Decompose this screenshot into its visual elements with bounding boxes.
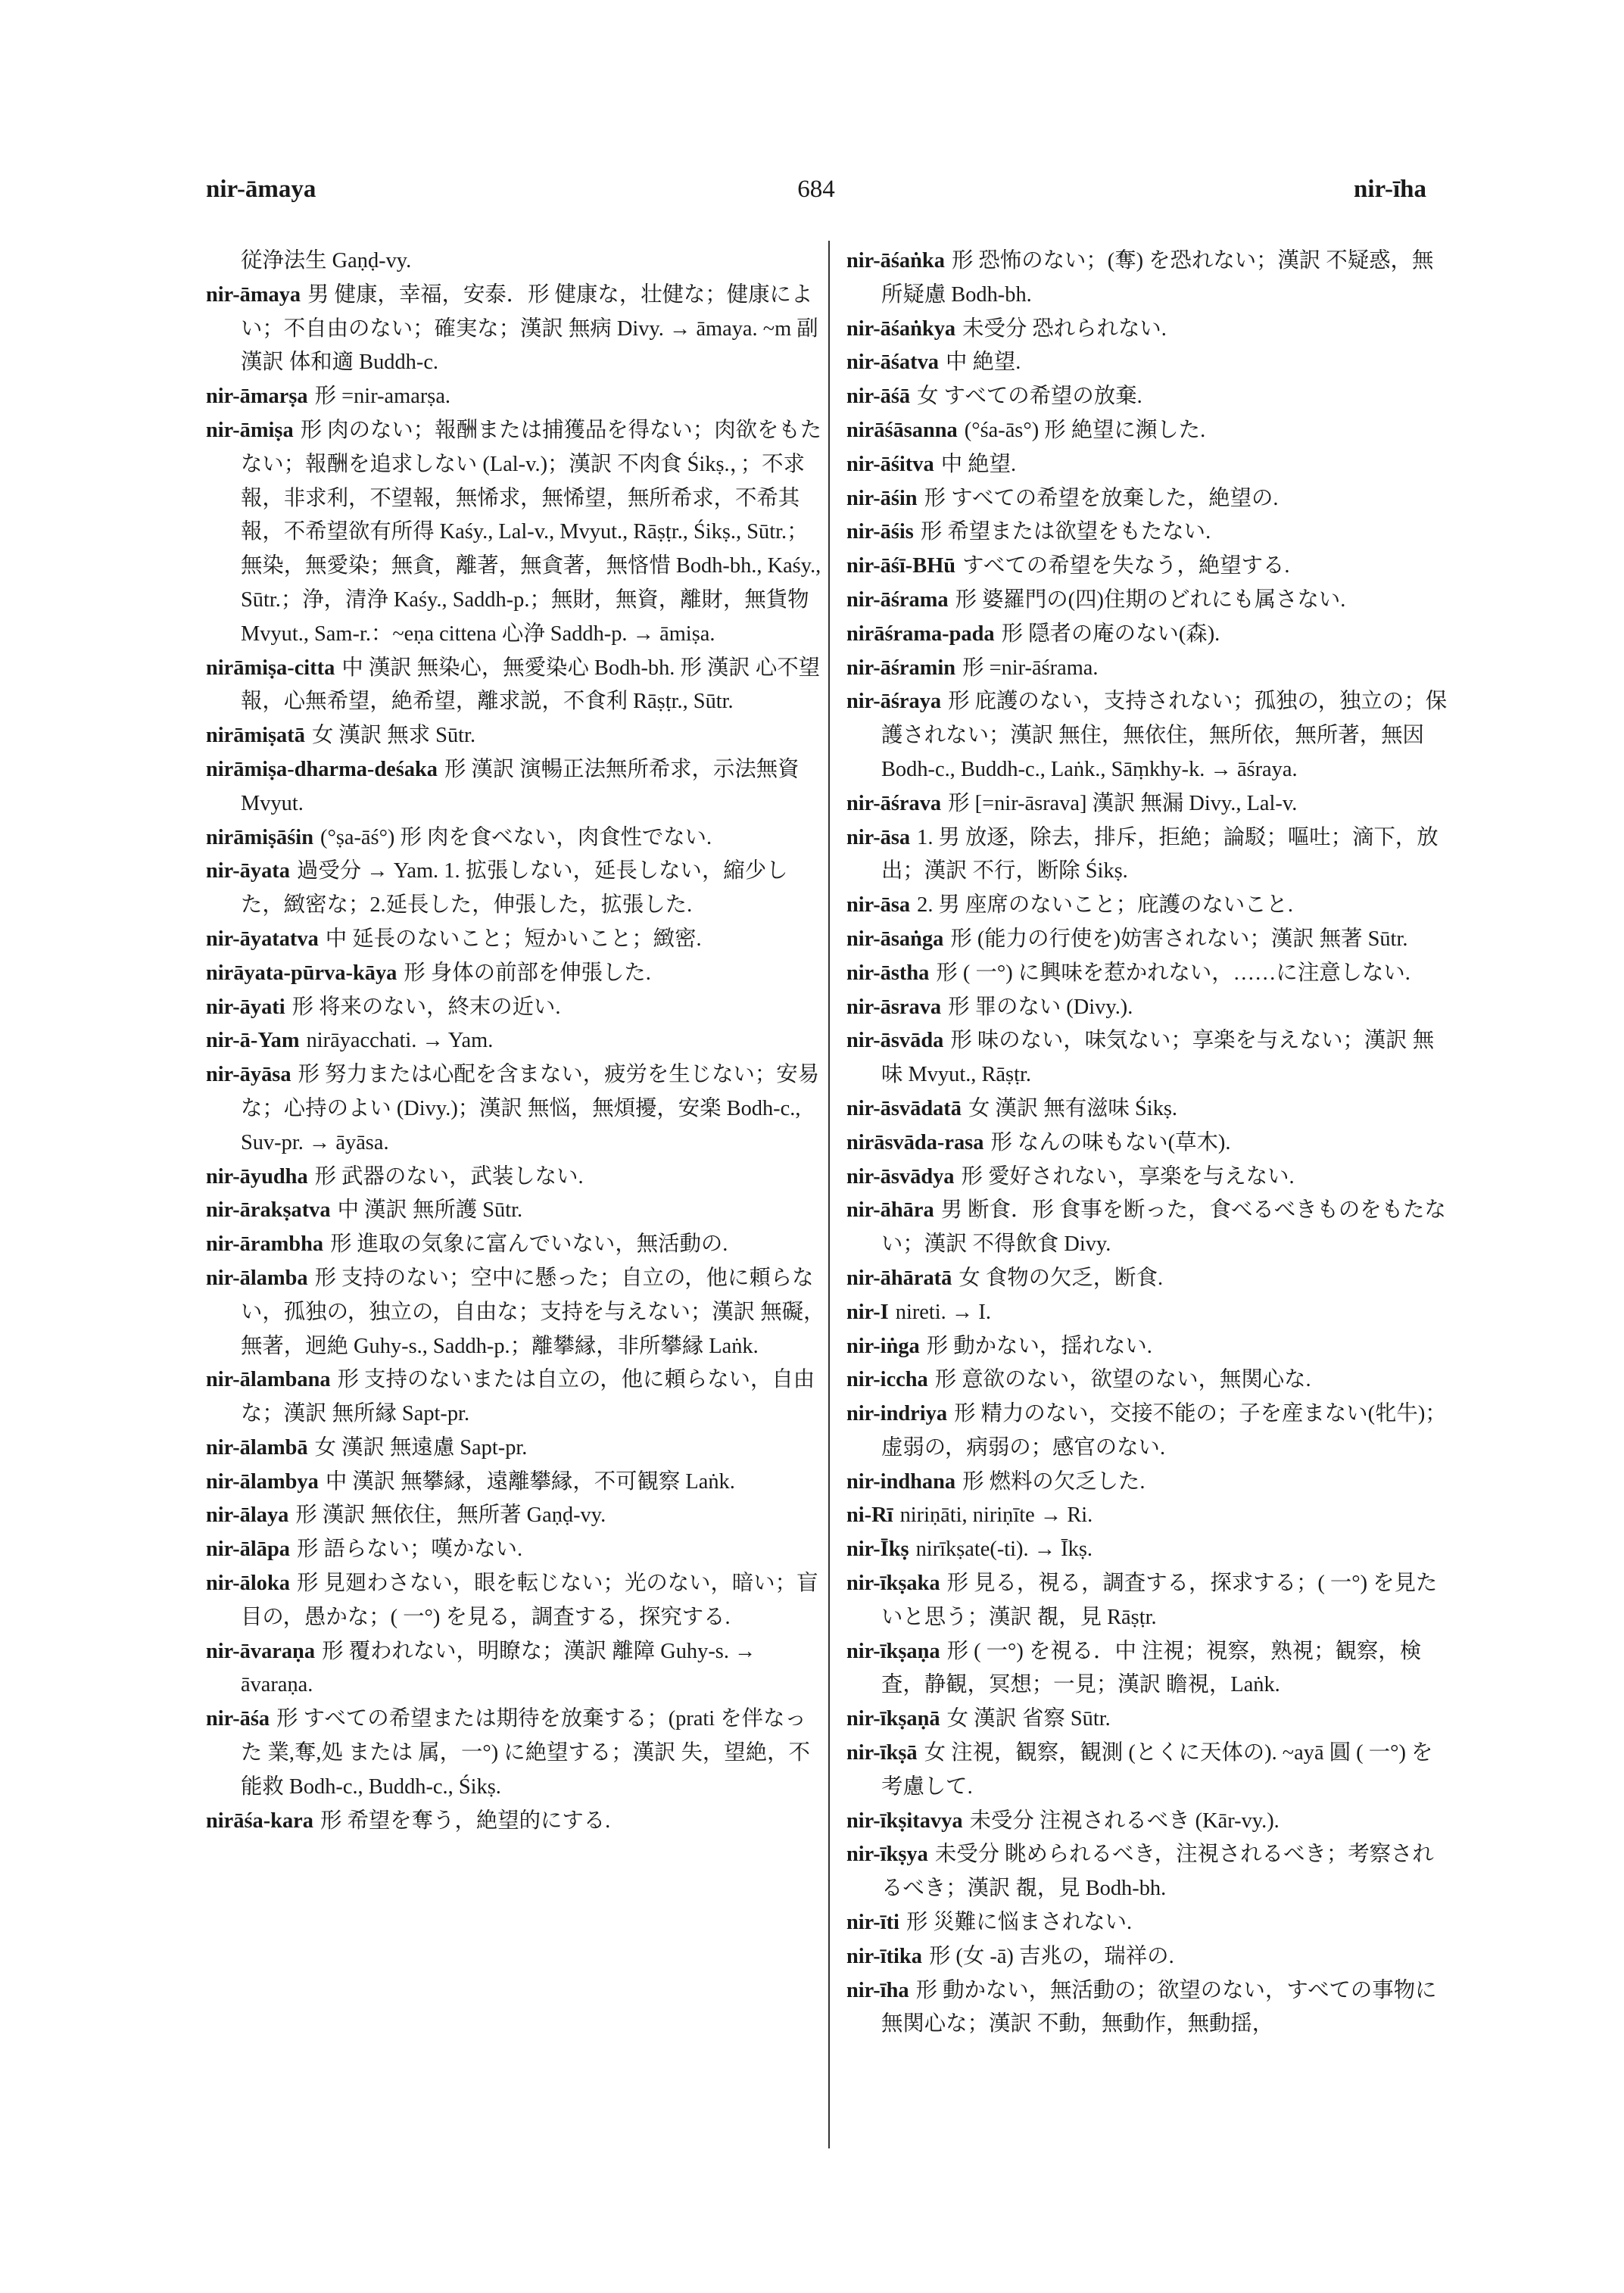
entry-headword: nir-āsvāda [846,1029,944,1053]
entry-definition: 女 すべての希望の放棄. [917,385,1142,409]
entry-definition: 過受分 → Yam. 1. 拡張しない，延長しない，縮少した，緻密な；2.延長した，伸張した，拡張した. [241,859,788,918]
dictionary-entry [846,1092,1452,1126]
entry-headword: nir-āstha [846,961,930,985]
dictionary-entry [846,1939,1452,1974]
entry-definition: 形 [=nir-āsrava] 漢訳 無漏 Divy., Lal-v. [948,791,1298,815]
entry-headword: nir-āhāratā [846,1266,952,1290]
entry-headword: nir-āśaṅka [846,249,945,273]
dictionary-entry [206,1498,827,1532]
entry-headword: nir-īkṣya [846,1843,928,1867]
entry-headword: nir-I [846,1300,889,1324]
entry-definition: 形 罪のない (Divy.). [948,995,1133,1019]
entry-headword: nir-āśatva [846,350,939,375]
entry-headword: nir-ālambana [206,1368,331,1392]
dictionary-entry [846,312,1452,346]
entry-headword: nir-āśin [846,486,918,510]
dictionary-entry [846,1023,1452,1092]
entry-headword: nir-āśitva [846,452,934,476]
dictionary-entry [206,1227,827,1261]
entry-headword: nir-īkṣā [846,1741,918,1765]
entry-definition: 形 味のない，味気ない；享楽を与えない；漢訳 無味 Mvyut., Rāṣṭr. [881,1029,1435,1087]
entry-headword: nir-āsrava [846,995,942,1019]
entry-definition: 形 身体の前部を伸張した. [404,961,651,985]
entry-definition: 女 漢訳 省察 Sūtr. [946,1707,1111,1731]
dictionary-entry [206,413,827,651]
entry-definition: nirīkṣate(-ti). → Īkṣ. [915,1537,1093,1562]
entry-headword: nir-ālamba [206,1266,308,1290]
entry-headword: nir-indhana [846,1469,956,1494]
entry-definition: 形 (女 -ā) 吉兆の，瑞祥の. [928,1944,1174,1968]
entry-headword: ni-Rī [846,1503,893,1528]
dictionary-entry [846,1837,1452,1905]
dictionary-entry [206,1160,827,1194]
entry-definition: 形 なんの味もない(草木). [990,1130,1231,1154]
entry-headword: nirāmiṣatā [206,724,305,748]
dictionary-entry [846,888,1452,922]
entry-definition: 形 漢訳 演暢正法無所希求，示法無資 Mvyut. [241,757,800,815]
entry-headword: nir-āsa [846,825,911,849]
entry-headword: nir-ā-Yam [206,1029,300,1053]
dictionary-entry [206,718,827,752]
entry-definition: 男 健康，幸福，安泰．形 健康な，壮健な；健康によい；不自由のない；確実な；漢訳 無病 Divy. → āmaya. ~m 副 漢訳 体和適 Buddh-c. [241,282,818,375]
dictionary-entry [846,821,1452,889]
dictionary-entry [846,345,1452,379]
entry-definition: 形 愛好されない，享楽を与えない. [961,1164,1295,1189]
entry-headword: nir-āsa [846,893,911,918]
entry-headword: nir-āyāsa [206,1063,291,1087]
entry-headword: nir-āśis [846,520,914,544]
dictionary-entry [206,752,827,821]
dictionary-entry [846,1295,1452,1329]
entry-headword: nir-āvaraṇa [206,1639,316,1663]
entry-headword: nir-āmaya [206,282,301,307]
entry-headword: nir-Īkṣ [846,1537,909,1562]
dictionary-entry [846,1634,1452,1703]
entry-definition: (°ṣa-āś°) 形 肉を食べない，肉食性でない. [320,825,712,849]
entry-definition: 形 支持のないまたは自立の，他に頼らない，自由な；漢訳 無所縁 Sapt-pr. [241,1368,815,1426]
entry-headword: nir-āmarṣa [206,385,308,409]
entry-definition: 形 災難に悩まされない. [906,1911,1133,1935]
entry-headword: nir-āśī-BHū [846,554,956,578]
entry-definition: 中 漢訳 無攀縁，遠離攀縁，不可観察 Laṅk. [325,1469,735,1494]
right-column [846,244,1452,2041]
entry-headword: nir-āloka [206,1572,290,1596]
entry-definition: 形 努力または心配を含まない，疲労を生じない；安易な；心持のよい (Divy.)；漢訳 無悩，無煩擾，安楽 Bodh-c., Suv-pr. → āyāsa. [241,1063,820,1154]
dictionary-entry [206,1532,827,1566]
entry-headword: nir-āyata [206,859,290,883]
entry-definition: 形 動かない，無活動の；欲望のない，すべての事物に無関心な；漢訳 不動，無動作，無動揺， [881,1978,1437,2036]
entry-definition: nirāyacchati. → Yam. [306,1029,494,1053]
entry-definition: すべての希望を失なう，絶望する. [962,554,1290,578]
entry-definition: 形 武器のない，武装しない. [314,1164,584,1189]
entry-definition: 形 肉のない；報酬または捕獲品を得ない；肉欲をもたない；報酬を追求しない (Lal-v.)；漢訳 不肉食 Śikṣ.，；不求報，非求利，不望報，無悕求，無悕望，無所希求，不希其報，不希望欲有所得 Kaśy., Lal-v., Mvyut., Rāṣṭr., Śikṣ., Sūtr.；無染，無愛染；無貪，離著，無貪著，無悋惜 Bodh-bh., Kaśy., Sūtr.；浄，清浄 Kaśy., Saddh-p.；無財，無資，離財，無貨物 Mvyut., Sam-r.：~eṇa cittena 心浄 Saddh-p. → āmiṣa. [241,418,822,646]
entry-definition: 形 燃料の欠乏した. [962,1469,1146,1494]
dictionary-entry [206,1261,827,1363]
entry-headword: nir-ālāpa [206,1537,290,1562]
column-divider [828,241,830,2148]
entry-headword: nir-āsvādya [846,1164,955,1189]
entry-headword: nir-āśaṅkya [846,316,956,341]
dictionary-entry [846,244,1452,312]
entry-definition: 中 延長のないこと；短かいこと；緻密. [325,927,702,951]
entry-definition: 形 恐怖のない；(奪) を恐れない；漢訳 不疑惑，無所疑慮 Bodh-bh. [881,249,1434,307]
entry-headword: nir-āśraya [846,690,942,714]
dictionary-entry [206,956,827,990]
entry-definition: 女 注視，観察，観測 (とくに天体の). ~ayā 圓 ( 一°) を考慮して. [881,1741,1433,1799]
left-guide-word: nir-āmaya [206,176,316,203]
entry-definition: 形 ( 一°) に興味を惹かれない，……に注意しない. [936,961,1410,985]
entry-definition: 形 語らない；嘆かない. [296,1537,523,1562]
dictionary-entry [846,1804,1452,1838]
entry-headword: nir-āśrama [846,587,949,612]
entry-headword: nir-āsvādatā [846,1096,962,1120]
entry-headword: nir-āsaṅga [846,927,944,951]
entry-headword: nir-ārakṣatva [206,1198,331,1223]
dictionary-entry [846,1566,1452,1634]
dictionary-entry [846,922,1452,956]
dictionary-entry [846,1465,1452,1499]
entry-headword: nir-ālambā [206,1435,308,1460]
dictionary-entry [206,1363,827,1431]
page-number: 684 [797,176,835,203]
dictionary-entry [846,1363,1452,1397]
entry-headword: nir-āyati [206,995,285,1019]
entry-headword: nir-āmiṣa [206,418,294,442]
entry-definition: 形 精力のない，交接不能の；子を産まない(牝牛)；虚弱の，病弱の；感官のない. [881,1402,1447,1460]
dictionary-entry [846,1905,1452,1939]
entry-definition: 形 進取の気象に富んでいない，無活動の. [330,1232,728,1257]
entry-headword: nir-āhāra [846,1198,934,1223]
entry-headword: nirāmiṣa-citta [206,656,335,680]
dictionary-entry [206,278,827,379]
entry-headword: nir-īti [846,1911,899,1935]
entry-definition: 未受分 眺められるべき，注視されるべき；考察されるべき；漢訳 覩，見 Bodh-bh. [881,1843,1434,1901]
entry-headword: nir-iccha [846,1368,928,1392]
entry-definition: 男 断食．形 食事を断った，食べるべきものをもたない；漢訳 不得飲食 Divy. [881,1198,1446,1257]
entry-headword: nir-āyatatva [206,927,319,951]
dictionary-entry [206,922,827,956]
entry-headword: nir-indriya [846,1402,948,1426]
dictionary-entry [846,1498,1452,1532]
dictionary-entry [846,447,1452,481]
entry-definition: 女 食物の欠乏，断食. [959,1266,1164,1290]
entry-definition: niriṇāti, niriṇīte → Ri. [899,1503,1093,1528]
entry-headword: nir-āyudha [206,1164,308,1189]
entry-headword: nir-īkṣaṇa [846,1639,940,1663]
entry-definition: 形 すべての希望または期待を放棄する；(prati を伴なった 業,奪,処 または 属，一°) に絶望する；漢訳 失，望絶，不能救 Bodh-c., Buddh-c., Śikṣ. [241,1707,810,1799]
entry-definition: 形 庇護のない，支持されない；孤独の，独立の；保護されない；漢訳 無住，無依住，無所依，無所著，無因 Bodh-c., Buddh-c., Laṅk., Sāṃkhy-k. → āśraya. [881,690,1448,781]
dictionary-entry [206,854,827,922]
entry-definition: 中 漢訳 無所護 Sūtr. [337,1198,523,1223]
dictionary-entry [846,1329,1452,1363]
dictionary-entry [206,1058,827,1159]
entry-definition: 形 婆羅門の(四)住期のどれにも属さない. [955,587,1346,612]
entry-definition: 1. 男 放逐，除去，排斥，拒絶；論駁；嘔吐；滴下，放出；漢訳 不行，断除 Śikṣ. [881,825,1439,883]
entry-definition: 2. 男 座席のないこと；庇護のないこと. [917,893,1293,918]
entry-definition: 形 動かない，揺れない. [926,1334,1152,1358]
entry-definition: (°śa-ās°) 形 絶望に瀕した. [964,418,1206,442]
page-header [206,176,1426,221]
entry-definition: 形 希望または欲望をもたない. [920,520,1211,544]
dictionary-entry [206,990,827,1024]
dictionary-entry [206,1804,827,1838]
dictionary-entry [206,821,827,855]
dictionary-entry [846,379,1452,413]
dictionary-entry [846,956,1452,990]
dictionary-entry [206,1702,827,1803]
entry-definition: 形 支持のない；空中に懸った；自立の，他に頼らない，孤独の，独立の，自由な；支持を与えない；漢訳 無礙，無著，迥絶 Guhy-s., Saddh-p.；離攀縁，非所攀縁 Laṅk. [241,1266,825,1358]
dictionary-entry [846,1193,1452,1261]
entry-definition: 形 希望を奪う，絶望的にする. [320,1809,611,1833]
entry-headword: nir-āśrava [846,791,942,815]
dictionary-entry [206,244,827,278]
entry-headword: nir-ālambya [206,1469,319,1494]
entry-definition: 従浄法生 Gaṇḍ-vy. [241,249,412,273]
entry-definition: 中 絶望. [940,452,1017,476]
dictionary-entry [206,379,827,413]
entry-headword: nirāśa-kara [206,1809,313,1833]
entry-headword: nir-iṅga [846,1334,920,1358]
dictionary-entry [846,1736,1452,1804]
dictionary-entry [846,1261,1452,1295]
entry-definition: 形 漢訳 無依住，無所著 Gaṇḍ-vy. [295,1503,606,1528]
dictionary-entry [846,1126,1452,1160]
entry-definition: 形 (能力の行使を)妨害されない；漢訳 無著 Sūtr. [950,927,1408,951]
entry-definition: 未受分 注視されるべき (Kār-vy.). [969,1809,1280,1833]
dictionary-entry [206,1431,827,1465]
dictionary-entry [206,1023,827,1058]
entry-headword: nir-īha [846,1978,909,2002]
entry-headword: nir-ālaya [206,1503,289,1528]
dictionary-entry [846,787,1452,821]
entry-headword: nir-īkṣaka [846,1572,940,1596]
dictionary-entry [846,1702,1452,1736]
dictionary-entry [846,651,1452,685]
dictionary-entry [206,1465,827,1499]
entry-definition: 形 見廻わさない，眼を転じない；光のない，暗い；盲目の，愚かな；( 一°) を見る，調査する，探究する. [241,1572,818,1629]
left-column [206,244,827,1837]
entry-definition: 形 ( 一°) を視る．中 注視；視察，熟視；観察，検査，静観，冥想；一見；漢訳 瞻視，Laṅk. [881,1639,1422,1697]
entry-definition: 形 =nir-āśrama. [962,656,1099,680]
dictionary-entry [846,583,1452,617]
entry-definition: 未受分 恐れられない. [962,316,1167,341]
entry-headword: nir-īkṣaṇā [846,1707,940,1731]
entry-definition: 形 見る，視る，調査する，探求する；( 一°) を見たいと思う；漢訳 覩，見 Rāṣṭr. [881,1572,1438,1629]
entry-headword: nir-āśa [206,1707,270,1731]
dictionary-entry [846,549,1452,583]
entry-definition: 女 漢訳 無遠慮 Sapt-pr. [314,1435,528,1460]
entry-headword: nirāśāsanna [846,418,958,442]
dictionary-entry [206,1634,827,1703]
dictionary-entry [846,413,1452,447]
entry-headword: nir-āśramin [846,656,956,680]
dictionary-entry [846,481,1452,516]
dictionary-entry [846,1160,1452,1194]
entry-headword: nir-āśā [846,385,911,409]
dictionary-entry [846,684,1452,786]
entry-headword: nirāmiṣa-dharma-deśaka [206,757,438,781]
entry-definition: 形 すべての希望を放棄した，絶望の. [924,486,1279,510]
dictionary-entry [206,1566,827,1634]
dictionary-entry [846,617,1452,651]
entry-definition: 形 将来のない，終末の近い. [291,995,561,1019]
dictionary-entry [206,1193,827,1227]
entry-headword: nirāyata-pūrva-kāya [206,961,397,985]
entry-definition: 形 覆われない，明瞭な；漢訳 離障 Guhy-s. → āvaraṇa. [241,1639,756,1697]
entry-definition: 中 漢訳 無染心，無愛染心 Bodh-bh. 形 漢訳 心不望報，心無希望，絶希望，離求説，不食利 Rāṣṭr., Sūtr. [241,656,821,714]
entry-headword: nir-īkṣitavya [846,1809,963,1833]
dictionary-entry [846,990,1452,1024]
right-guide-word: nir-īha [1354,176,1426,203]
dictionary-entry [206,651,827,719]
entry-definition: 形 =nir-amarṣa. [314,385,451,409]
entry-definition: 形 隠者の庵のない(森). [1001,622,1220,646]
entry-definition: nireti. → I. [895,1300,991,1324]
entry-headword: nirāsvāda-rasa [846,1130,984,1154]
dictionary-entry [846,515,1452,549]
entry-definition: 中 絶望. [946,350,1021,375]
entry-definition: 女 漢訳 無求 Sūtr. [311,724,476,748]
entry-headword: nir-ītika [846,1944,922,1968]
dictionary-entry [846,1397,1452,1465]
entry-definition: 形 意欲のない，欲望のない，無関心な. [934,1368,1311,1392]
dictionary-entry [846,1532,1452,1566]
dictionary-entry [846,1974,1452,2042]
entry-headword: nirāśrama-pada [846,622,995,646]
entry-headword: nir-ārambha [206,1232,324,1257]
entry-headword: nirāmiṣāśin [206,825,313,849]
entry-definition: 女 漢訳 無有滋味 Śikṣ. [968,1096,1178,1120]
